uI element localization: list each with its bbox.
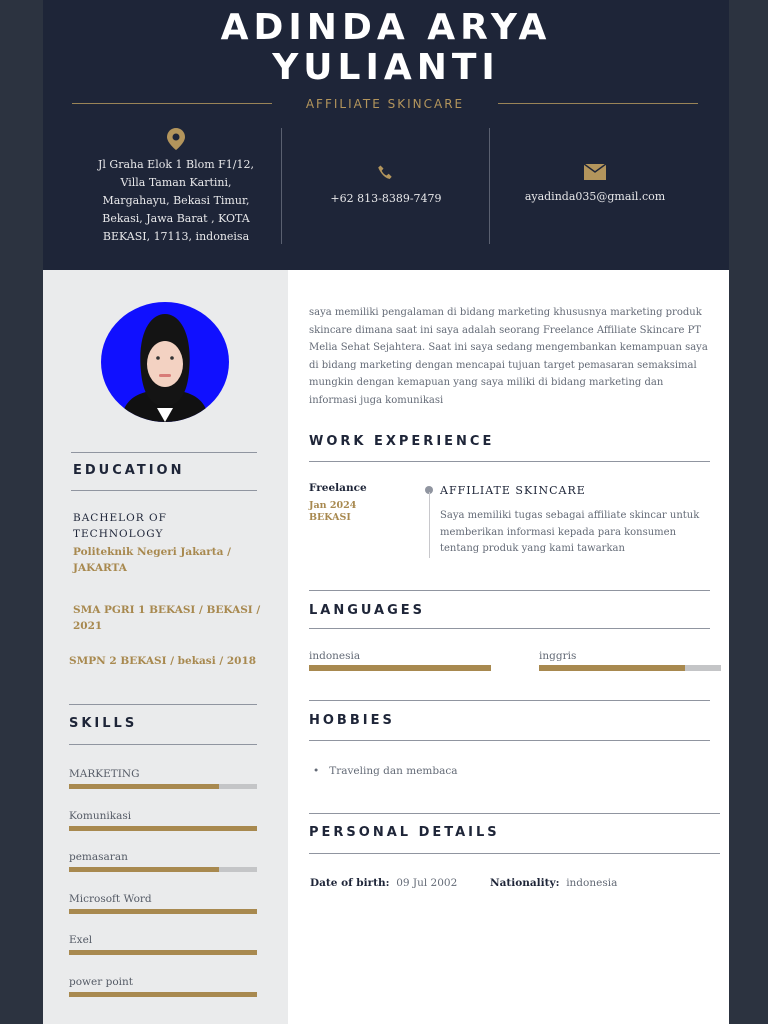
date-of-birth: Date of birth: 09 Jul 2002 [310, 877, 458, 889]
languages-heading: LANGUAGES [309, 603, 426, 618]
skill-level-fill [69, 867, 219, 872]
address-text: Jl Graha Elok 1 Blom F1/12, Villa Taman Kartini, Margahayu, Bekasi Timur, Bekasi, Jawa Barat , KOTA BEKASI, 17113, indoneisa [98, 158, 254, 243]
contact-email [489, 128, 700, 244]
school-polytechnic: Politeknik Negeri Jakarta / JAKARTA [73, 546, 231, 574]
phone-icon [282, 164, 490, 186]
language-level-fill [309, 665, 491, 671]
school-sma: SMA PGRI 1 BEKASI / BEKASI / 2021 [73, 604, 261, 632]
contact-phone [281, 128, 490, 244]
work-role: Freelance [309, 482, 367, 494]
skill-level-fill [69, 909, 257, 914]
divider [69, 744, 257, 745]
skill-level-bar [69, 784, 257, 789]
job-title: AFFILIATE SKINCARE [305, 97, 465, 111]
language-label-indonesia: indonesia [309, 650, 361, 662]
language-bar-indonesia [309, 665, 491, 671]
job-title-row [72, 95, 698, 113]
skill-label: Microsoft Word [69, 892, 152, 905]
school-smp: SMPN 2 BEKASI / bekasi / 2018 [69, 655, 257, 667]
skill-label: Komunikasi [69, 809, 132, 822]
profile-summary: saya memiliki pengalaman di bidang marketing khususnya marketing produk skincare dimana saat ini saya adalah seorang Freelance Affiliate Skincare PT Melia Sehat Sejahtera. Saat ini saya sedang mengembankan kemampuan saya di bidang marketing dengan mencapai tujuan target pemasaran semaksimal mungkin dengan kemapuan yang saya miliki di bidang marketing dan informasi juga komunikasi [309, 307, 708, 406]
skill-level-fill [69, 784, 219, 789]
skill-level-fill [69, 826, 257, 831]
hobby-item: • Traveling dan membaca [313, 765, 458, 777]
resume-page [43, 0, 729, 1024]
nationality: Nationality: indonesia [490, 877, 618, 889]
skill-level-bar [69, 950, 257, 955]
divider [309, 461, 710, 462]
divider [69, 704, 257, 705]
envelope-icon [490, 164, 700, 184]
profile-photo [101, 302, 229, 422]
divider [309, 853, 720, 854]
language-label-inggris: inggris [539, 650, 577, 662]
skill-level-bar [69, 909, 257, 914]
work-job-title: AFFILIATE SKINCARE [440, 484, 586, 497]
personal-details-heading: PERSONAL DETAILS [309, 825, 500, 840]
work-location: BEKASI [309, 512, 351, 523]
resume-header [43, 0, 729, 270]
degree: BACHELOR OF TECHNOLOGY [73, 512, 167, 540]
email-text[interactable]: ayadinda035@gmail.com [524, 190, 666, 203]
divider [309, 590, 710, 591]
work-meta [309, 482, 367, 524]
divider [309, 813, 720, 814]
language-bar-inggris [539, 665, 721, 671]
work-description: Saya memiliki tugas sebagai affiliate skincar untuk memberikan informasi kepada para konsumen tentang produk yang kami tawarkan [440, 510, 700, 554]
work-experience-heading: WORK EXPERIENCE [309, 434, 495, 449]
education-heading: EDUCATION [73, 463, 185, 478]
divider [71, 490, 257, 491]
language-level-fill [539, 665, 685, 671]
work-date: Jan 2024 [309, 500, 357, 511]
divider [309, 628, 710, 629]
skill-level-fill [69, 950, 257, 955]
skill-level-fill [69, 992, 257, 997]
location-pin-icon [72, 128, 280, 154]
left-sidebar [43, 270, 288, 1024]
main-content [288, 270, 729, 1024]
skill-level-bar [69, 826, 257, 831]
hobbies-heading: HOBBIES [309, 713, 395, 728]
divider [309, 740, 710, 741]
skill-level-bar [69, 992, 257, 997]
skill-label: Exel [69, 934, 93, 946]
divider [71, 452, 257, 453]
skill-label: MARKETING [69, 768, 140, 780]
divider [309, 700, 710, 701]
skills-heading: SKILLS [69, 716, 138, 731]
skill-label: pemasaran [69, 851, 128, 863]
phone-text[interactable]: +62 813-8389-7479 [330, 192, 442, 205]
skill-level-bar [69, 867, 257, 872]
contact-address [72, 128, 280, 244]
candidate-name: ADINDA ARYA YULIANTI [220, 7, 552, 88]
skill-label: power point [69, 975, 133, 988]
divider [498, 103, 698, 104]
timeline-line [429, 492, 430, 558]
